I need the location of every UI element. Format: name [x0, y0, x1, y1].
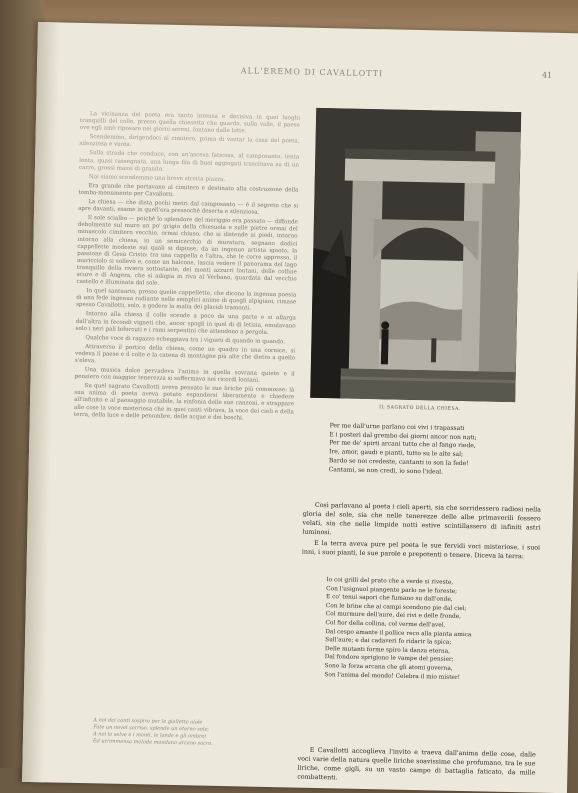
left-paragraph: La vicinanza del poeta era tanto intensa e decisiva in quei luoghi tranquilli del colle, presso quella chiesetta che guarda, sulla valle, il paese ove egli amò riposare nei giorni sereni, lontano dalle lotte.	[79, 111, 301, 135]
verse-line: E co' tenui sapori che fumano su dall'onde,	[325, 594, 453, 603]
left-paragraph: Il sole scialbo — poichè lo splendore del meriggio era passato — diffonde debolmente sul muro un po' grigio della chiesuola e sulle pietre ormai del minuscolo cimitero vecchio, ormai chiuso, che si distende ai piedi, intorno intorno alla chiesa, in un semicerchio di muratura, segnano dodici cappellette modeste sui quali si dipinse, da un ingenuo artista ignoto, la passione di Gesù Cristo: tra una cappella e l'altra, che le corre appresso, il muricciolo si sollevò e, come un balcone, lascia vedere il panorama del lago tranquillo della riviera sottostante, dei monti azzurri lontani, delle colline scure e di Angera, che si adagia in riva al Verbano, guardata dal vecchio castello e illuminata dal sole.	[76, 215, 298, 287]
verse-line: Dal cespo amante il pollice reco alla pianta amica	[325, 628, 472, 638]
left-paragraph: Sulla strada che conduce, con un'ascesa faticosa, al camposanto, lenta lenta, quasi rassegnata, una lunga fila di buoi aggiogati trascinava su di un carro, grossi massi di granito.	[78, 150, 300, 173]
left-paragraph: Noi siamo scendemmo una breve stretta piazza.	[88, 173, 226, 183]
left-paragraph: La chiesa — che dista pochi metri dal camposanto — è il segreto che si apre davanti, esame in quell'ora pressochè deserta e silenziosa.	[78, 199, 299, 216]
left-paragraph: Scendemmo, dirigendoci al cimitero, prima di visitar la casa del poeta, silenziosa e vuota.	[79, 134, 300, 149]
photo-illustration	[310, 108, 521, 402]
verse-line: Cantami, se non credi, io sono l'ideal.	[328, 465, 444, 476]
verse-line: Dal fondore sprigiono le vampe del pensier;	[324, 654, 454, 664]
verse-line: Con l'usignuol piangente parlo ne le foreste;	[326, 585, 458, 595]
left-paragraph: Attraverso il portico della chiesa, come un quadro in una cornice, si vedeva il paese e il colle e la catena di montagne più alte che dietro a quello s'eleva.	[74, 343, 296, 365]
left-paragraph: Una musica dolce pervadeva l'anima in quella sovrana quiete e il pensiero con maggior tenerezza si soffermava nei ricordi lontani.	[74, 367, 295, 384]
verse-line: Io coi grilli del prato che a verde si riveste,	[326, 577, 454, 586]
verse-line: Sono la forza arcana che gli atomi governa,	[324, 663, 453, 672]
verse-line: Bardo se noi credeste, cantanti io son la fede!	[328, 457, 469, 467]
right-paragraph: Così parlavano al poeta i cieli aperti, sia che sorridessero radiosi nella gloria del sole, sia che nelle tenerezze delle albe primaverili fossero velati, sia che nelle limpide notti estive scintillassero di infiniti astri luminosi.	[302, 501, 541, 537]
running-title: ALL'EREMO DI CAVALLOTTI	[240, 66, 384, 79]
verse-line: Ire, amor, gaudi e pianti, tutto su le alte sal;	[328, 448, 464, 459]
right-paragraph: E la terra aveva pure pel poeta le sue fervidi voci misteriose, i suoi inni, i suoi pianti, le sue parole e prepotenti o tenere. Diceva la terra:	[301, 539, 541, 561]
page-number: 41	[541, 70, 553, 80]
church-portico-photo	[310, 108, 521, 402]
right-prose-block-1	[302, 501, 541, 564]
left-paragraph: Su quel sagrato Cavallotti aveva pensato le sue liriche più commosse: là sua anima di poeta aveva potuto espandersi liberamente e chiedere all'infinito e al paesaggio mutabile, la sinfonia delle sue canzoni, e strappare alle cose la voce misteriosa che in quei canti vibrava, la voce dei cieli e della terra, della luce e delle penombre, delle acque e dei boschi.	[73, 383, 295, 422]
verse-line: E i posteri dal grembo dei giorni ancor non nati;	[329, 430, 477, 441]
verse-line: Sull'aure; e dai cadaveri fo ridarir la spica;	[325, 637, 452, 646]
right-prose-block-2	[297, 746, 536, 787]
photo-caption: IL SAGRATO DELLA CHIESA.	[379, 405, 461, 412]
left-column	[74, 111, 300, 425]
right-paragraph: E Cavallotti accoglieva l'invito e traeva dall'anima delle cose, dalle voci varie della natura quelle liriche soavissime che profumano, tra le sue liriche, come gigli, su un vasto campo di battaglia faticato, da mille combattenti.	[297, 746, 536, 782]
left-paragraph: In quel santuario, presso quelle cappellette, che dicono la ingenua poesia di una fede ingenua radiante nelle semplici anime di quegli alpigiani, rimase spesso Cavallotti, solo, a godere la malia dei placidi tramonti.	[76, 288, 297, 312]
verse-line: A noi le selve e i monti, le lande e gli ombrei	[93, 731, 207, 740]
verse-line: Ed un'immensa melode mandano arcano sacro.	[92, 738, 213, 747]
verse-line: Son l'anima del mondo! Celebra il mio mister!	[324, 671, 461, 681]
left-paragraph: Era grande che portavano al cimitero e destinato alla costruzione della tomba-monumento per Cavallotti.	[78, 182, 299, 198]
verse-line: Delle mutanti forme spiro la danza eterna,	[324, 645, 451, 655]
verse-line: Con le brine che ai campi scendono pie dal ciel;	[325, 602, 467, 612]
verse-line: Col fior della collina, col verme dell'avel.	[325, 620, 446, 629]
right-verse-block-2	[324, 576, 556, 684]
verse-line: Col murmure dell'aure, dei rivi e delle fronde,	[325, 611, 462, 621]
left-paragraph: Qualche voce di ragazzo echeggiava tra i vigneti di quando in quando.	[85, 334, 286, 345]
verse-line: Per me de' spirti arcani tutto che al fango riede,	[329, 439, 476, 450]
right-verse-block-1	[329, 422, 560, 479]
magazine-page	[22, 22, 578, 793]
verse-line: A noi dei canti sospiro per le giallette aiole	[93, 717, 203, 726]
left-small-verse	[93, 717, 264, 749]
left-paragraph: Intorno alla chiesa il colle scende a poco da una parte e si allarga dall'altra in fecondi vigneti che, ancor spogli in quel di di letizia, emulavano solo i neri pali biforcuti e i rami serpentini che attendono a pergola.	[75, 311, 296, 336]
verse-line: Per me dall'urne parlano coi vivi i trapassati	[329, 422, 465, 433]
verse-line: Fate un novel sorriso, splende un eterno sole;	[93, 724, 210, 733]
